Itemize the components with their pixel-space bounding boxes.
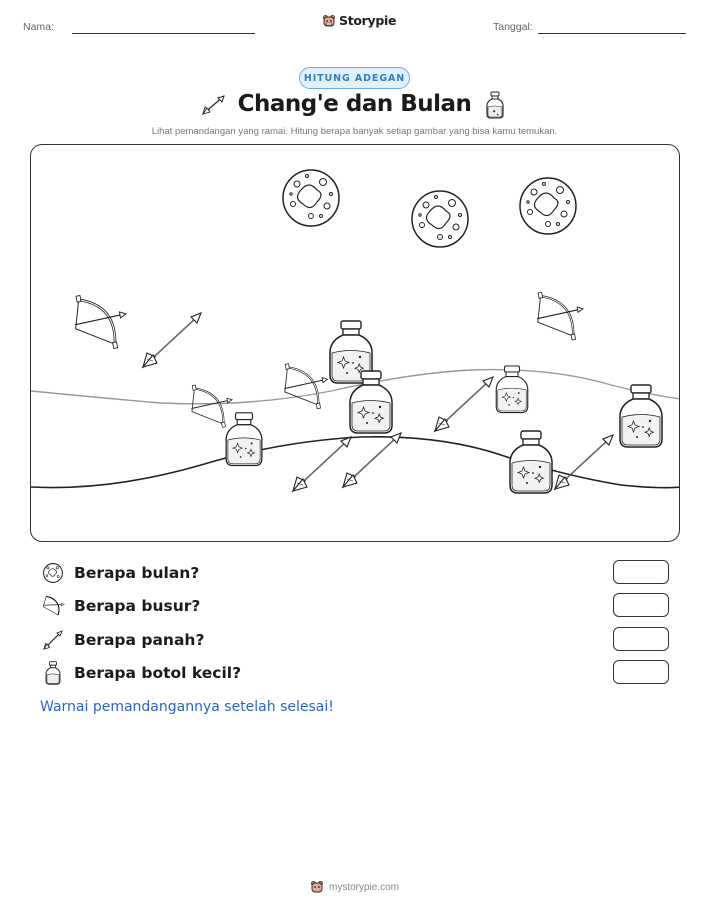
section-badge: HITUNG ADEGAN xyxy=(299,67,410,89)
arrow-3 xyxy=(293,437,351,491)
bow-1 xyxy=(70,288,131,354)
page-title: Chang'e dan Bulan xyxy=(237,91,472,117)
svg-text:✦: ✦ xyxy=(496,112,500,117)
storypie-logo-icon xyxy=(322,14,336,28)
brand-logo xyxy=(322,13,396,28)
question-bottle xyxy=(40,659,241,687)
answer-box-moon[interactable] xyxy=(613,560,669,584)
date-label: Tanggal: xyxy=(493,21,533,33)
answer-box-bottle[interactable] xyxy=(613,660,669,684)
arrow-4 xyxy=(343,433,401,487)
question-arrow xyxy=(40,626,204,654)
question-text: Berapa botol kecil? xyxy=(74,664,242,682)
scene-illustration xyxy=(31,145,680,542)
footer-url[interactable]: mystorypie.com xyxy=(328,881,399,893)
date-input-line[interactable] xyxy=(538,33,686,34)
moon-3 xyxy=(520,178,576,234)
svg-text:✦: ✦ xyxy=(492,109,497,115)
name-label: Nama: xyxy=(23,21,54,33)
answer-box-arrow[interactable] xyxy=(613,627,669,651)
question-bow xyxy=(40,592,200,620)
brand-name: Storypie xyxy=(339,13,397,28)
bottle-icon xyxy=(40,660,66,686)
bow-3 xyxy=(187,379,236,432)
answer-box-bow[interactable] xyxy=(613,593,669,617)
question-text: Berapa busur? xyxy=(74,597,201,615)
bow-icon xyxy=(40,593,66,619)
moon-1 xyxy=(283,170,339,226)
question-text: Berapa panah? xyxy=(74,631,205,649)
counting-scene xyxy=(30,144,680,542)
bottle-5 xyxy=(510,431,552,493)
question-text: Berapa bulan? xyxy=(74,564,200,582)
coloring-note: Warnai pemandangannya setelah selesai! xyxy=(40,699,334,715)
arrow-5 xyxy=(555,435,613,489)
question-moon xyxy=(40,559,199,587)
bottle-icon xyxy=(484,90,506,120)
bottle-3 xyxy=(226,413,262,466)
footer xyxy=(0,880,709,894)
arrow-1 xyxy=(143,313,201,367)
moon-icon xyxy=(40,560,66,586)
bow-4 xyxy=(280,357,332,413)
storypie-logo-icon xyxy=(310,880,324,894)
instructions: Lihat pemandangan yang ramai. Hitung berapa banyak setiap gambar yang bisa kamu temukan. xyxy=(151,126,558,137)
bow-2 xyxy=(533,286,588,346)
moon-2 xyxy=(412,191,468,247)
arrow-icon xyxy=(40,627,66,653)
name-input-line[interactable] xyxy=(72,33,255,34)
bottle-4 xyxy=(496,366,528,413)
arrow-2 xyxy=(435,377,493,431)
